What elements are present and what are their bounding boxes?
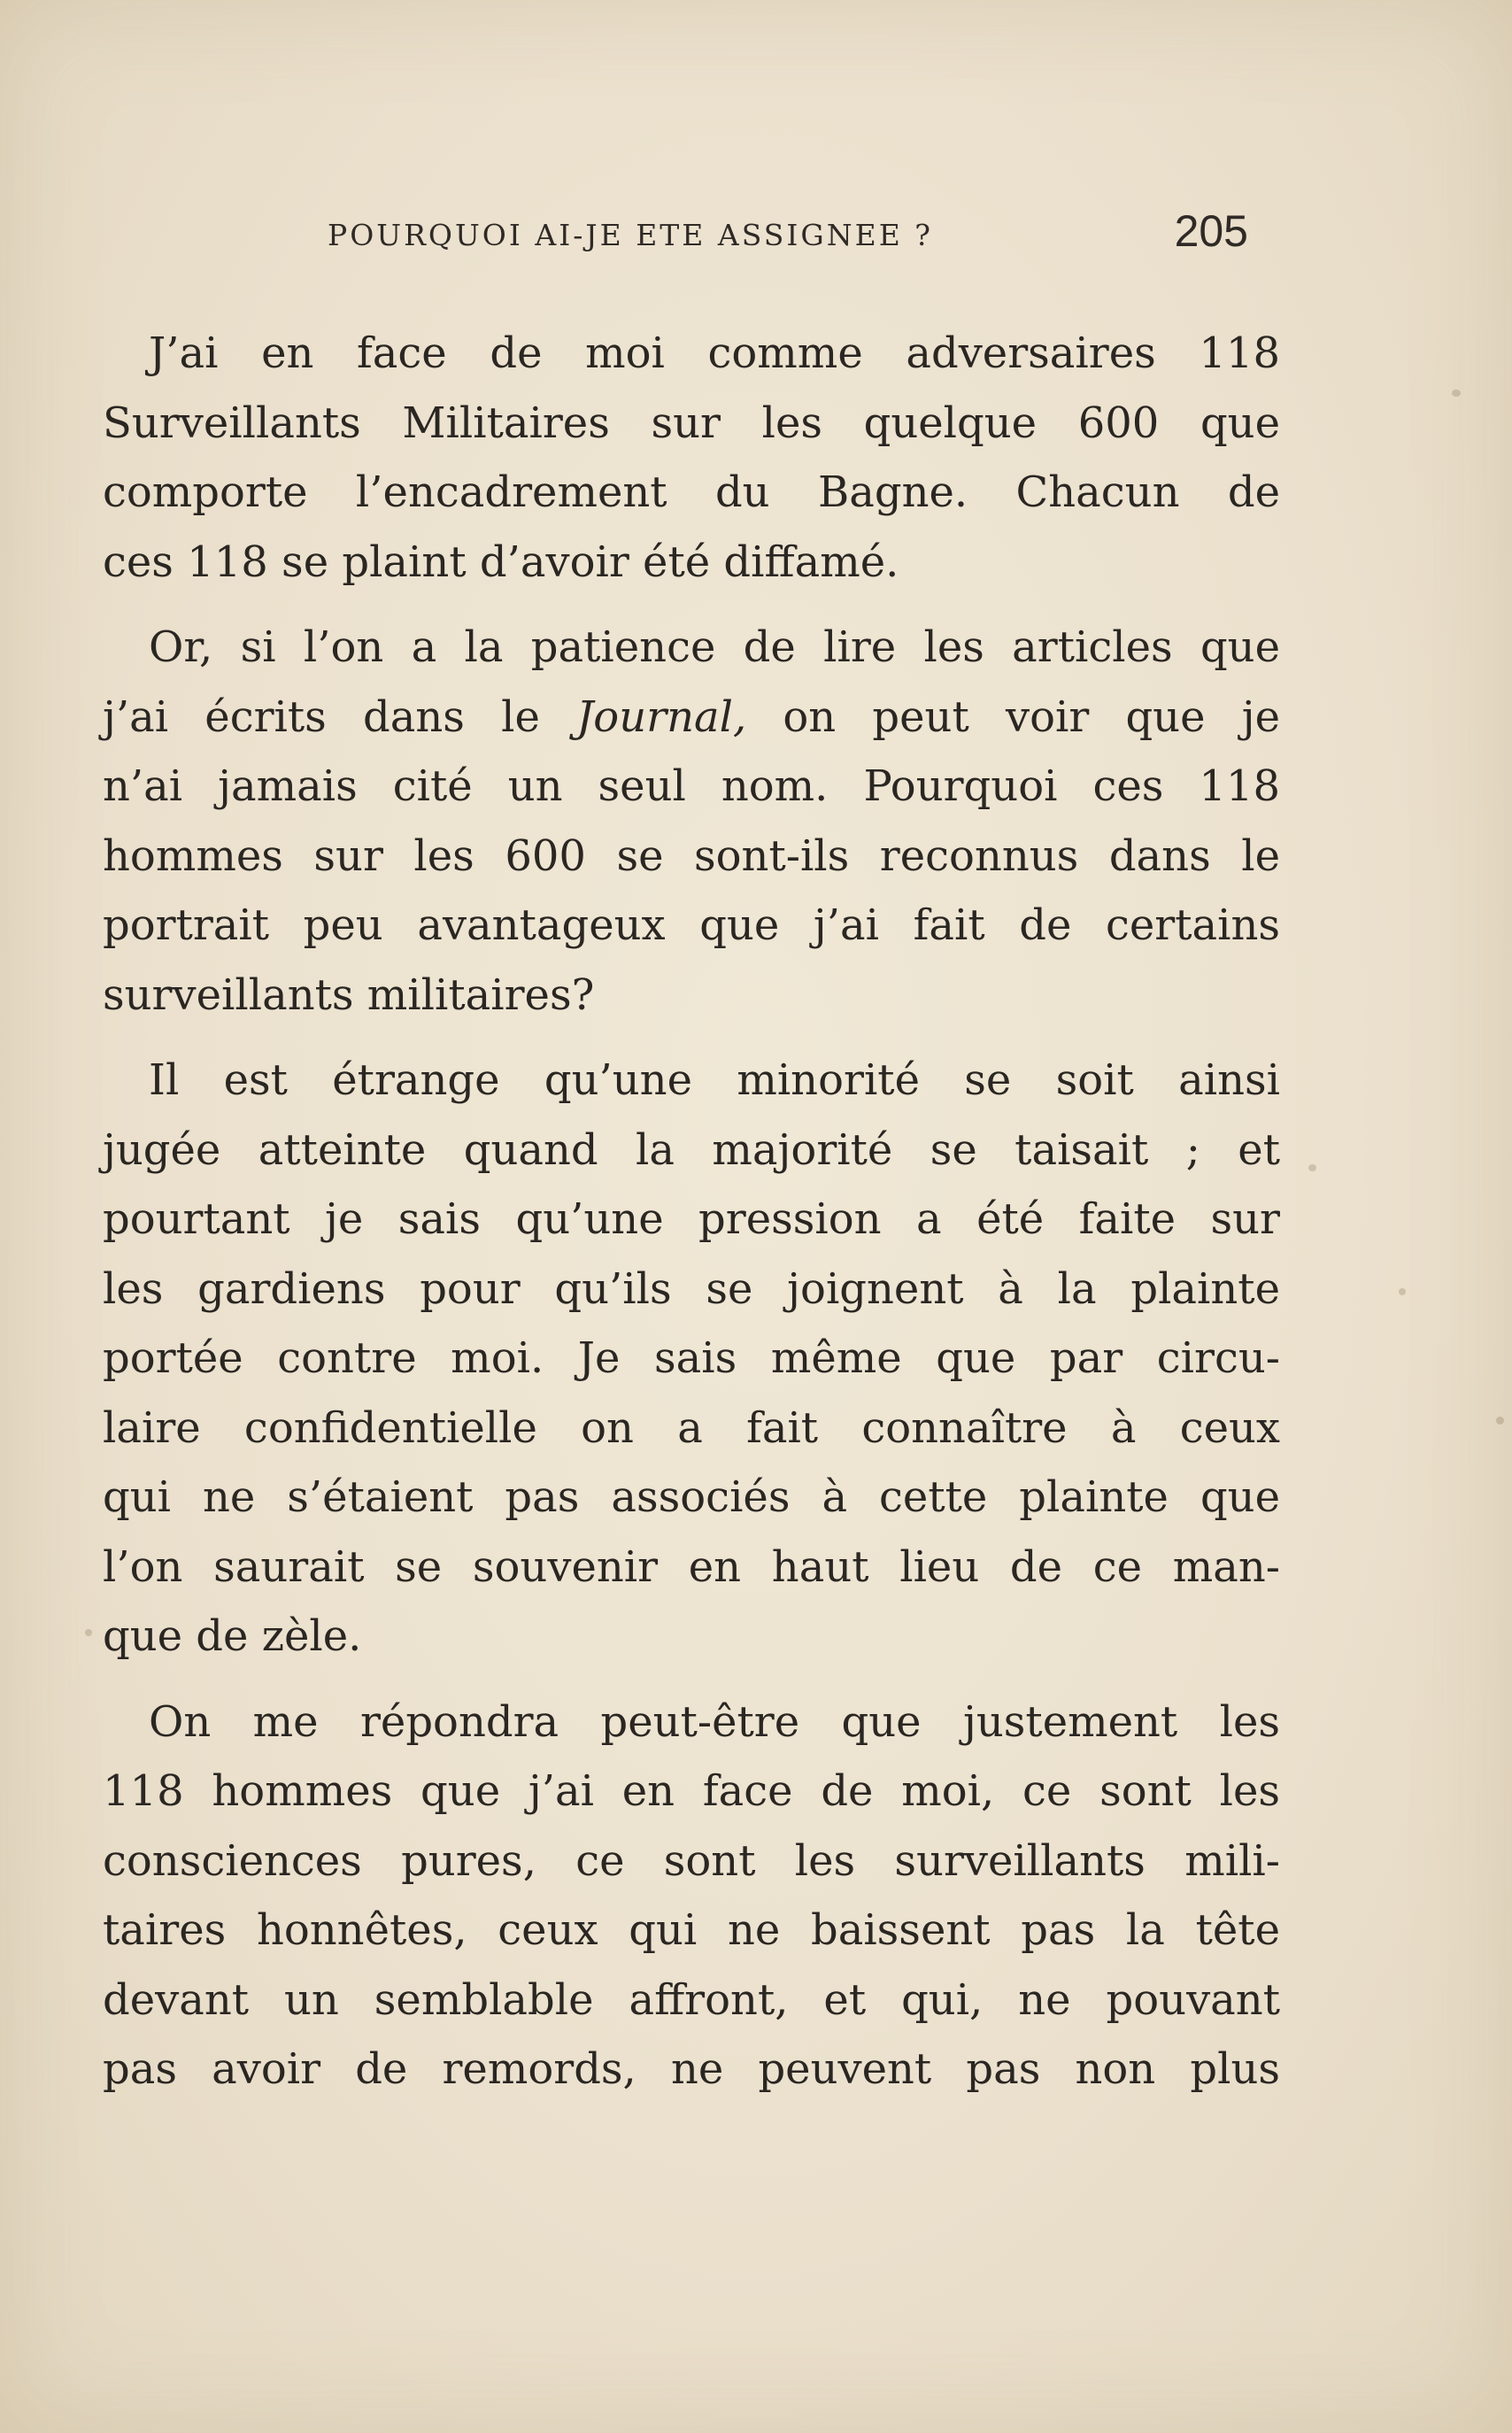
text-line: comporte l’encadrement du Bagne. Chacun de (103, 467, 1280, 517)
text-line: portrait peu avantageux que j’ai fait de certains (103, 900, 1280, 950)
text-segment: j’ai écrits dans le (103, 691, 577, 742)
text-line: pourtant je sais qu’une pression a été faite sur (103, 1194, 1280, 1244)
text-line: taires honnêtes, ceux qui ne baissent pas la tête (103, 1905, 1280, 1955)
paragraph-4 (103, 1688, 1280, 2105)
running-header (328, 205, 1248, 267)
paragraph-1 (103, 319, 1280, 597)
text-segment: on peut voir que je (746, 691, 1280, 742)
text-line: que de zèle. (103, 1611, 362, 1661)
text-line: Surveillants Militaires sur les quelque 600 que (103, 398, 1280, 448)
paper-speck (1399, 1288, 1406, 1295)
text-line: portée contre moi. Je sais même que par circu- (103, 1333, 1280, 1383)
text-line: devant un semblable affront, et qui, ne pouvant (103, 1974, 1280, 2025)
text-line: ces 118 se plaint d’avoir été diffamé. (103, 537, 899, 587)
text-line: qui ne s’étaient pas associés à cette plainte que (103, 1472, 1280, 1522)
text-line: surveillants militaires? (103, 969, 595, 1020)
paper-speck (1496, 1417, 1504, 1425)
paper-speck (85, 1629, 92, 1636)
paper-speck (1308, 1164, 1316, 1171)
page-number: 205 (1174, 206, 1248, 256)
text-line: hommes sur les 600 se sont-ils reconnus dans le (103, 830, 1280, 881)
text-line: Il est étrange qu’une minorité se soit ainsi (149, 1055, 1280, 1105)
text-line: consciences pures, ce sont les surveillants mili- (103, 1835, 1280, 1886)
text-line: n’ai jamais cité un seul nom. Pourquoi ces 118 (103, 761, 1280, 811)
text-line: J’ai en face de moi comme adversaires 118 (149, 328, 1280, 378)
text-line: les gardiens pour qu’ils se joignent à la plainte (103, 1263, 1280, 1314)
text-line: pas avoir de remords, ne peuvent pas non plus (103, 2044, 1280, 2094)
text-line: On me répondra peut-être que justement les (149, 1696, 1280, 1747)
paragraph-3 (103, 1046, 1280, 1672)
text-line: 118 hommes que j’ai en face de moi, ce sont les (103, 1766, 1280, 1816)
text-line: Or, si l’on a la patience de lire les articles que (149, 622, 1280, 672)
text-line: l’on saurait se souvenir en haut lieu de ce man- (103, 1541, 1280, 1592)
running-header-title: POURQUOI AI-JE ETE ASSIGNEE ? (328, 218, 933, 252)
text-line-with-italic (103, 683, 1280, 753)
text-line: laire confidentielle on a fait connaître à ceux (103, 1402, 1280, 1453)
text-line: jugée atteinte quand la majorité se taisait ; et (103, 1124, 1280, 1175)
italic-title: Journal, (576, 691, 747, 742)
body-text (103, 319, 1280, 2105)
paper-speck (1452, 390, 1461, 397)
paragraph-2 (103, 613, 1280, 1030)
